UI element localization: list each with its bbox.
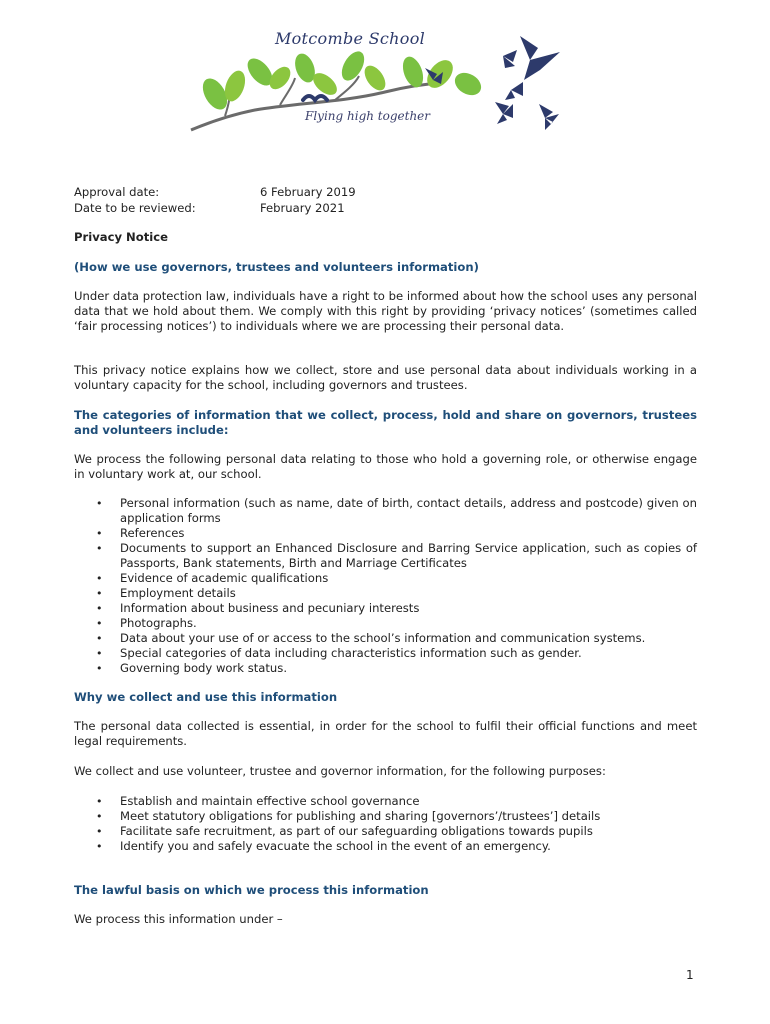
why-paragraph-2: We collect and use volunteer, trustee and governor information, for the following purposes: — [74, 764, 606, 778]
page-number: 1 — [686, 968, 694, 982]
approval-date-value: 6 February 2019 — [260, 185, 356, 199]
school-name: Motcombe School — [274, 29, 426, 48]
document-title: Privacy Notice — [74, 230, 168, 244]
list-item: • Special categories of data including characteristics information such as gender. — [74, 646, 697, 661]
categories-intro: We process the following personal data relating to those who hold a governing role, or otherwise engage in voluntary work at, our school. — [74, 452, 697, 481]
review-date-label: Date to be reviewed: — [74, 201, 196, 215]
list-item: • Meet statutory obligations for publishing and sharing [governors’/trustees’] details — [74, 809, 697, 824]
intro-paragraph-2: This privacy notice explains how we collect, store and use personal data about individuals working in a voluntary capacity for the school, including governors and trustees. — [74, 363, 697, 392]
categories-list — [74, 496, 697, 676]
list-item: • Governing body work status. — [74, 661, 697, 676]
list-item: • Photographs. — [74, 616, 697, 631]
lawful-basis-heading: The lawful basis on which we process this information — [74, 883, 429, 897]
intro-paragraph-1: Under data protection law, individuals have a right to be informed about how the school uses any personal data that we hold about them. We comply with this right by providing ‘privacy notices’ (sometimes called ‘fair processing notices’) to individuals where we are processing their personal data. — [74, 289, 697, 333]
approval-date-label: Approval date: — [74, 185, 160, 199]
lawful-basis-paragraph: We process this information under – — [74, 912, 283, 926]
document-subtitle: (How we use governors, trustees and volunteers information) — [74, 260, 479, 274]
why-heading: Why we collect and use this information — [74, 690, 338, 704]
list-item: • Establish and maintain effective school governance — [74, 794, 697, 809]
list-item: • References — [74, 526, 697, 541]
why-paragraph-1: The personal data collected is essential, in order for the school to fulfil their official functions and meet legal requirements. — [74, 719, 697, 748]
list-item: • Evidence of academic qualifications — [74, 571, 697, 586]
review-date-value: February 2021 — [260, 201, 345, 215]
list-item: • Data about your use of or access to the school’s information and communication systems. — [74, 631, 697, 646]
list-item: • Employment details — [74, 586, 697, 601]
list-item: • Information about business and pecuniary interests — [74, 601, 697, 616]
school-motto: Flying high together — [305, 109, 431, 123]
list-item: • Personal information (such as name, date of birth, contact details, address and postcode) given on application forms — [74, 496, 697, 526]
list-item: • Documents to support an Enhanced Disclosure and Barring Service application, such as copies of Passports, Bank statements, Birth and Marriage Certificates — [74, 541, 697, 571]
purposes-list — [74, 794, 697, 854]
categories-heading: The categories of information that we collect, process, hold and share on governors, trustees and volunteers include: — [74, 408, 697, 437]
school-logo — [185, 26, 580, 138]
list-item: • Facilitate safe recruitment, as part of our safeguarding obligations towards pupils — [74, 824, 697, 839]
list-item: • Identify you and safely evacuate the school in the event of an emergency. — [74, 839, 697, 854]
